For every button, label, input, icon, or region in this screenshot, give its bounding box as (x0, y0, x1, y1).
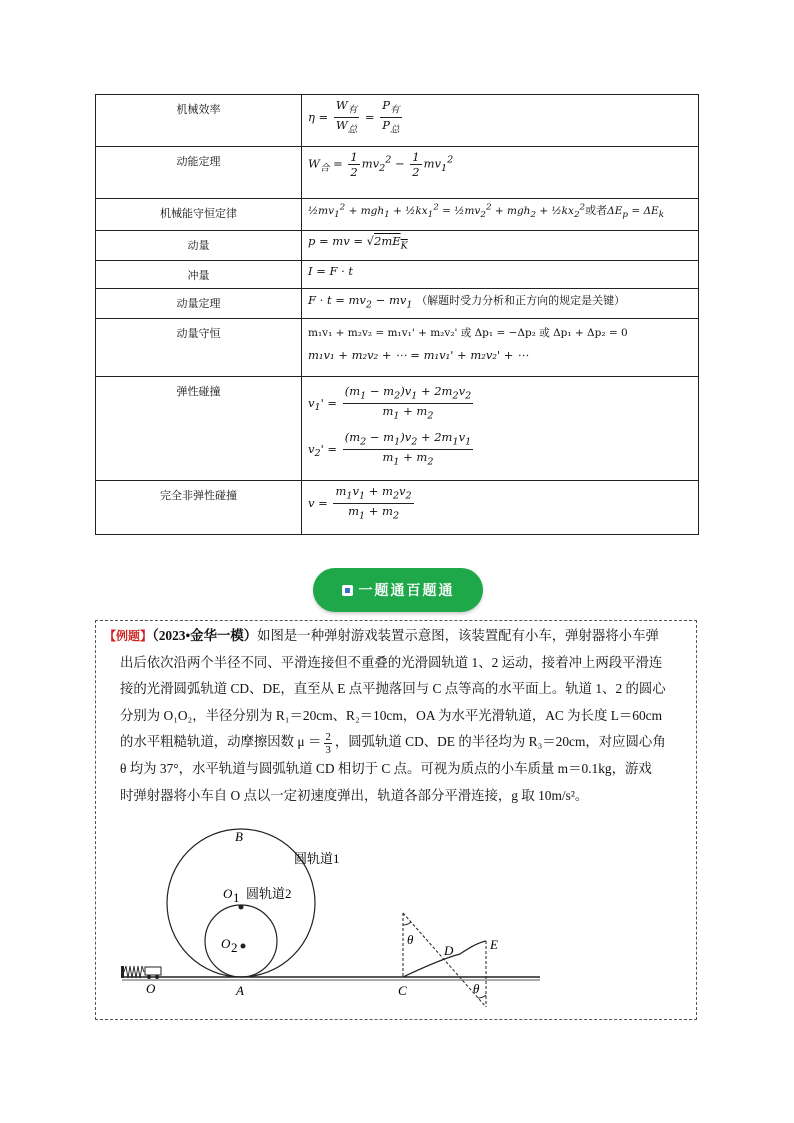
formula-momentum-conservation (302, 319, 699, 377)
example-box (95, 620, 697, 1020)
label-theta-top: θ (407, 932, 414, 947)
row-name: 动量守恒 (96, 319, 302, 377)
formula-elastic-collision: $v_1'$ = $\frac{(m_1 - m_2)v_1 + 2m_2v_2}{m_1 + m_2}$ $v_2'$ = $\frac{(m_2 - m_1)v_2 + 2m_1v_1}{m_1 + m_2}$ (302, 377, 699, 481)
label-b: B (235, 829, 243, 844)
square-icon (342, 585, 353, 596)
track-diagram (96, 621, 698, 1021)
formula-table (95, 94, 699, 535)
problem-line: 的水平粗糙轨道，动摩擦因数 μ ＝ (120, 734, 322, 750)
spring (124, 966, 144, 978)
circular-track-1 (167, 829, 315, 977)
label-o1: O (223, 886, 233, 901)
row-name: 动能定理 (96, 147, 302, 199)
formula-impulse: I = F · t (302, 261, 699, 289)
formula-energy-conservation: $\frac{1}{2}mv_1^2 + mgh_1$ + $\frac{1}{2}kx_1^2$ = $\frac{1}{2}mv_2^2 + mgh_2$ + $\frac{1}{2}kx_2^2$或者$\Delta E_p = \Delta E_k$ (302, 199, 699, 231)
problem-line: 时弹射器将小车自 O 点以一定初速度弹出，轨道各部分平滑连接，g 取 10m/s²。 (120, 787, 589, 803)
label-track2: 圆轨道2 (246, 886, 292, 901)
sub-1: 1 (233, 890, 240, 905)
cart-wheel (147, 975, 151, 979)
banner-label: 一题通百题通 (358, 583, 455, 599)
cart (145, 967, 161, 975)
sub-2: 2 (231, 940, 238, 955)
note: （解题时受力分析和正方向的规定是关键） (416, 294, 626, 307)
problem-line: θ 均为 37°，水平轨道与圆弧轨道 CD 相切于 C 点。可视为质点的小车质量 m＝0.1kg，游戏 (120, 760, 652, 776)
problem-line: 分别为 O₁O₂，半径分别为 R₁＝20cm、R₂＝10cm，OA 为水平光滑轨道，AC 为长度 L＝60cm (120, 707, 663, 723)
label-e: E (490, 937, 498, 952)
formula-inelastic-collision: v = $\frac{m_1v_1 + m_2v_2}{m_1 + m_2}$ (302, 481, 699, 535)
label-o2: O (221, 936, 231, 951)
conservation-line-1: m₁v₁ + m₂v₂ = m₁v₁' + m₂v₂' 或 Δp₁ = −Δp₂ 或 Δp₁ + Δp₂ = 0 (308, 327, 628, 339)
center-o1 (239, 905, 244, 910)
label-theta-bottom: θ (473, 981, 480, 996)
center-o2 (241, 944, 246, 949)
example-tag: 【例题】 (104, 629, 153, 643)
section-banner (313, 568, 483, 612)
formula-efficiency: η = $\frac{W_有}{W_总}$ = $\frac{P_有}{P_总}$ (302, 95, 699, 147)
problem-line: 出后依次沿两个半径不同、平滑连接但不重叠的光滑圆轨道 1、2 运动，接着冲上两段平滑连 (120, 654, 663, 670)
label-a: A (236, 983, 244, 998)
label-o: O (146, 981, 156, 996)
label-d: D (444, 943, 454, 958)
row-name: 动量 (96, 231, 302, 261)
example-source: （2023•金华一模） (152, 628, 258, 643)
row-name: 完全非弹性碰撞 (96, 481, 302, 535)
formula-momentum: p = mv = $√2mE_K$ (302, 231, 699, 261)
problem-line: 如图是一种弹射游戏装置示意图，该装置配有小车，弹射器将小车弹 (257, 628, 659, 643)
row-name: 冲量 (96, 261, 302, 289)
label-track1: 圆轨道1 (294, 851, 340, 866)
launcher-wall (121, 966, 124, 978)
problem-line: ，圆弧轨道 CD、DE 的半径均为 R₃＝20cm，对应圆心角 (334, 734, 666, 750)
conservation-line-2: m₁v₁ + m₂v₂ + ⋯ = m₁v₁' + m₂v₂' + ⋯ (308, 348, 529, 362)
angle-arc-top (403, 922, 411, 925)
formula-impulse-momentum: $F \cdot t = mv_2 - mv_1$ （解题时受力分析和正方向的规定是关键） (302, 289, 699, 319)
row-name: 机械能守恒定律 (96, 199, 302, 231)
row-name: 机械效率 (96, 95, 302, 147)
row-name: 弹性碰撞 (96, 377, 302, 481)
label-c: C (398, 983, 407, 998)
cart-wheel (155, 975, 159, 979)
circular-track-2 (205, 905, 277, 977)
mu-fraction: $\frac{2}{3}$ (325, 730, 331, 756)
problem-line: 接的光滑圆弧轨道 CD、DE，直至从 E 点平抛落回与 C 点等高的水平面上。轨道 1、2 的圆心 (120, 681, 666, 697)
formula-work-energy: $W_合$ = $\frac{1}{2}$ $mv_2^2$ − $\frac{1}{2}$ $mv_1^2$ (302, 147, 699, 199)
row-name: 动量定理 (96, 289, 302, 319)
